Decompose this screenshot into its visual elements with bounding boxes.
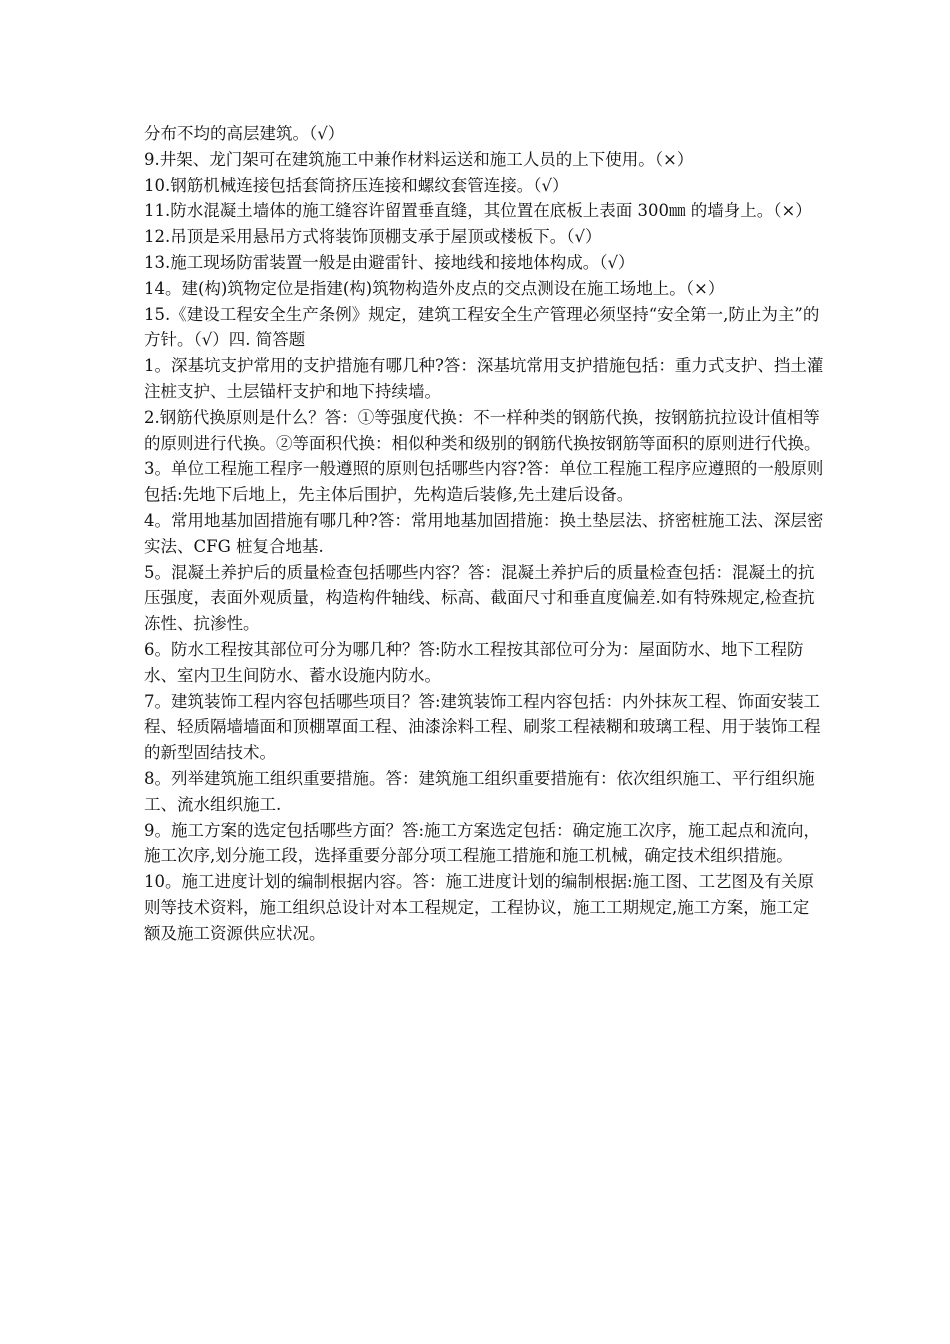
paragraph-question-7: 7。建筑装饰工程内容包括哪些项目？答:建筑装饰工程内容包括：内外抹灰工程、饰面安装工程、轻质隔墙墙面和顶棚罩面工程、油漆涂料工程、刷浆工程裱糊和玻璃工程、用于装饰工程的新型固结技术。 xyxy=(144,691,821,763)
paragraph-question-6: 6。防水工程按其部位可分为哪几种？答:防水工程按其部位可分为：屋面防水、地下工程防水、室内卫生间防水、蓄水设施内防水。 xyxy=(144,639,804,685)
paragraph-continuation: 分布不均的高层建筑。（√） xyxy=(144,124,345,143)
paragraph-question-9: 9。施工方案的选定包括哪些方面？答:施工方案选定包括：确定施工次序，施工起点和流向，施工次序,划分施工段，选择重要分部分项工程施工措施和施工机械，确定技术组织措施。 xyxy=(144,820,821,866)
document-body xyxy=(144,121,824,947)
paragraph-judgment-15: 15.《建设工程安全生产条例》规定，建筑工程安全生产管理必须坚持“安全第一,防止为主”的方针。（√）四. 简答题 xyxy=(144,304,820,350)
paragraph-judgment-14: 14。建(构)筑物定位是指建(构)筑物构造外皮点的交点测设在施工场地上。（×） xyxy=(144,278,725,298)
paragraph-judgment-12: 12.吊顶是采用悬吊方式将装饰顶棚支承于屋顶或楼板下。（√） xyxy=(144,227,602,247)
paragraph-judgment-10: 10.钢筋机械连接包括套筒挤压连接和螺纹套管连接。（√） xyxy=(144,175,569,195)
paragraph-question-1: 1。深基坑支护常用的支护措施有哪几种?答：深基坑常用支护措施包括：重力式支护、挡土灌注桩支护、土层锚杆支护和地下持续墙。 xyxy=(144,356,824,401)
paragraph-question-8: 8。列举建筑施工组织重要措施。答：建筑施工组织重要措施有：依次组织施工、平行组织施工、流水组织施工. xyxy=(144,768,815,814)
paragraph-question-2: 2.钢筋代换原则是什么？答：①等强度代换：不一样种类的钢筋代换，按钢筋抗拉设计值相等的原则进行代换。②等面积代换：相似种类和级别的钢筋代换按钢筋等面积的原则进行代换。 xyxy=(144,407,821,453)
paragraph-question-3: 3。单位工程施工程序一般遵照的原则包括哪些内容?答：单位工程施工程序应遵照的一般原则包括:先地下后地上，先主体后围护，先构造后装修,先土建后设备。 xyxy=(144,459,824,505)
paragraph-judgment-11: 11.防水混凝土墙体的施工缝容许留置垂直缝，其位置在底板上表面 300㎜ 的墙身上。（×） xyxy=(144,201,812,221)
paragraph-judgment-13: 13.施工现场防雷装置一般是由避雷针、接地线和接地体构成。（√） xyxy=(144,252,635,272)
paragraph-question-5: 5。混凝土养护后的质量检查包括哪些内容？答：混凝土养护后的质量检查包括：混凝土的抗压强度，表面外观质量，构造构件轴线、标高、截面尺寸和垂直度偏差.如有特殊规定,检查抗冻性、抗渗性。 xyxy=(144,562,815,634)
paragraph-question-4: 4。常用地基加固措施有哪几种?答：常用地基加固措施：换土垫层法、挤密桩施工法、深层密实法、CFG 桩复合地基. xyxy=(144,510,824,556)
paragraph-judgment-9: 9.井架、龙门架可在建筑施工中兼作材料运送和施工人员的上下使用。（×） xyxy=(144,149,694,169)
paragraph-question-10: 10。施工进度计划的编制根据内容。答：施工进度计划的编制根据:施工图、工艺图及有关原则等技术资料，施工组织总设计对本工程规定，工程协议，施工工期规定,施工方案，施工定额及施工资源供应状况。 xyxy=(144,872,815,943)
